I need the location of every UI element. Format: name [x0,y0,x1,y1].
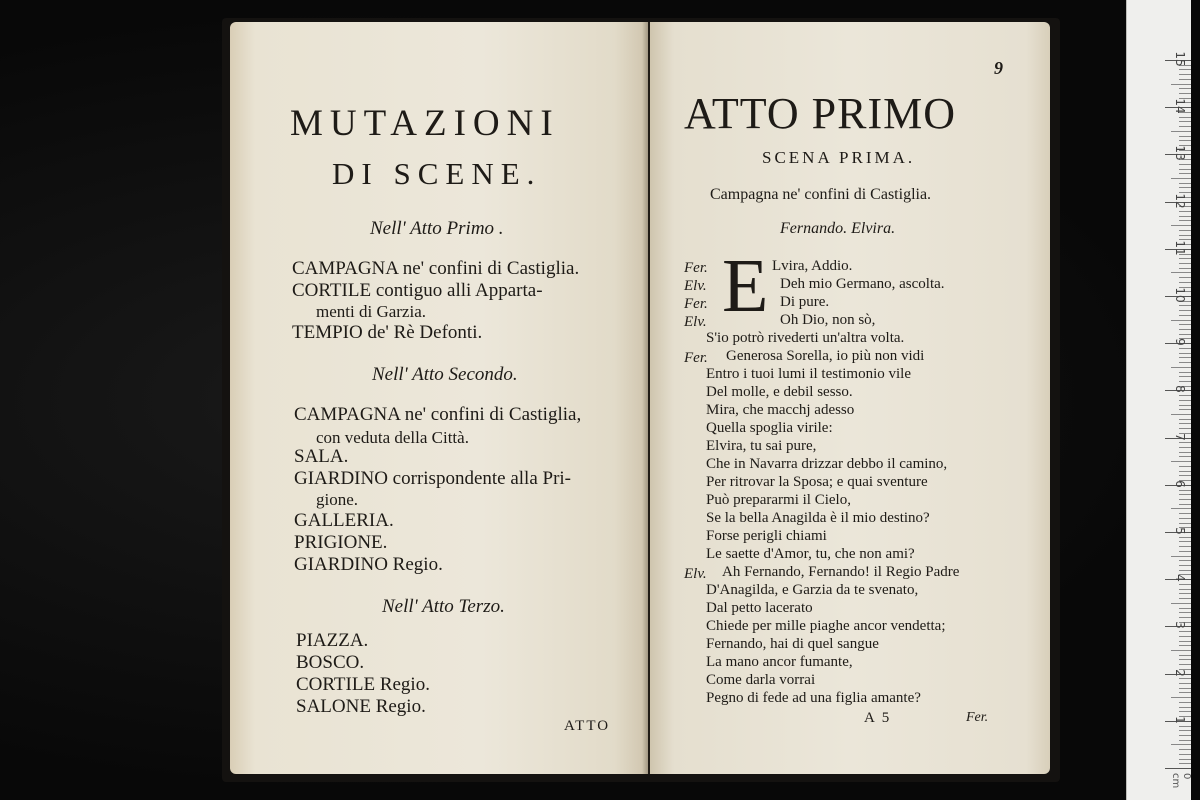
ruler-mm-tick [1179,258,1191,259]
ruler-mm-tick [1179,447,1191,448]
scene-line: con veduta della Città. [316,428,469,447]
left-page-title-line2: DI SCENE. [332,156,542,191]
act-title: ATTO PRIMO [684,89,957,138]
section-heading-act1: Nell' Atto Primo . [370,218,504,239]
ruler-mm-tick [1179,220,1191,221]
ruler-mm-tick [1179,282,1191,283]
ruler-mm-tick [1179,560,1191,561]
scene-line: PIAZZA. [296,630,369,651]
ruler-cm-label: 15 [1173,51,1187,67]
ruler-mm-tick [1179,211,1191,212]
scene-line: SALONE Regio. [296,696,426,717]
ruler-mm-tick [1179,419,1191,420]
ruler-mm-tick [1179,136,1191,137]
section-heading-act2: Nell' Atto Secondo. [372,364,518,385]
ruler-cm-label: 2 [1173,668,1187,677]
ruler-mm-tick [1179,593,1191,594]
speaker-label: Elv. [684,278,707,294]
ruler-mm-tick [1179,362,1191,363]
ruler-mm-tick [1179,541,1191,542]
scene-line: gione. [316,490,359,509]
dialogue-line: Quella spoglia virile: [706,420,833,436]
ruler-mm-tick [1179,499,1191,500]
dialogue-line: Forse perigli chiami [706,528,827,544]
ruler-unit-label: 0 cm [1170,773,1192,789]
dialogue-line: Che in Navarra drizzar debbo il camino, [706,456,948,472]
ruler-mm-tick [1171,697,1191,698]
ruler-mm-tick [1179,471,1191,472]
ruler-cm-label: 12 [1173,192,1187,209]
ruler-mm-tick [1179,235,1191,236]
ruler-mm-tick [1179,423,1191,424]
ruler-mm-tick [1179,169,1191,170]
ruler-mm-tick [1171,178,1191,179]
ruler-mm-tick [1179,641,1191,642]
ruler-mm-tick [1179,268,1191,269]
ruler-mm-tick [1179,754,1191,755]
left-catchword: ATTO [564,718,611,734]
dialogue-line: Per ritrovar la Sposa; e quai sventure [706,474,928,490]
ruler-mm-tick [1179,88,1191,89]
ruler-mm-tick [1179,735,1191,736]
ruler-mm-tick [1179,589,1191,590]
scene-line: menti di Garzia. [316,302,426,321]
ruler-mm-tick [1179,452,1191,453]
dialogue-line: Dal petto lacerato [706,600,813,616]
ruler-mm-tick [1171,272,1191,273]
dialogue-line: Entro i tuoi lumi il testimonio vile [706,366,911,382]
dialogue-line: Deh mio Germano, ascolta. [780,276,945,292]
ruler-mm-tick [1179,546,1191,547]
speaker-label: Fer. [684,260,708,276]
ruler-mm-tick [1179,565,1191,566]
ruler-mm-tick [1171,414,1191,415]
ruler-mm-tick [1171,320,1191,321]
signature-mark: A 5 [864,710,892,726]
dialogue-line: Oh Dio, non sò, [780,312,876,328]
ruler-mm-tick [1171,508,1191,509]
dialogue-line: Del molle, e debil sesso. [706,384,853,400]
ruler-mm-tick [1179,324,1191,325]
dialogue-line: Può prepararmi il Cielo, [706,492,851,508]
ruler-mm-tick [1179,357,1191,358]
ruler-mm-tick [1171,225,1191,226]
dialogue-line: Se la bella Anagilda è il mio destino? [706,510,930,526]
left-page-title-line1: MUTAZIONI [290,103,560,144]
speaker-label: Elv. [684,314,707,330]
ruler-mm-tick [1171,367,1191,368]
scene-line: CAMPAGNA ne' confini di Castiglia. [292,258,580,279]
scene-line: GALLERIA. [294,510,394,531]
ruler-mm-tick [1179,376,1191,377]
dialogue-line: Di pure. [780,294,830,310]
ruler-cm-label: 11 [1173,240,1187,256]
characters-line: Fernando. Elvira. [780,220,896,237]
scene-line: CAMPAGNA ne' confini di Castiglia, [294,404,582,425]
ruler-mm-tick [1179,329,1191,330]
ruler-mm-tick [1179,93,1191,94]
ruler-mm-tick [1179,655,1191,656]
scene-title: SCENA PRIMA. [762,148,916,167]
speaker-label: Elv. [684,566,707,582]
scene-line: TEMPIO de' Rè Defonti. [292,322,483,343]
dialogue-line: Lvira, Addio. [772,258,853,274]
dialogue-line: S'io potrò rivederti un'altra volta. [706,330,905,346]
dialogue-line: Come darla vorrai [706,672,816,688]
ruler-mm-tick [1179,702,1191,703]
ruler-cm-label: 5 [1173,527,1187,535]
section-heading-act3: Nell' Atto Terzo. [382,596,505,617]
ruler-mm-tick [1179,140,1191,141]
scene-line: BOSCO. [296,652,365,673]
dialogue-line: Elvira, tu sai pure, [706,438,817,454]
ruler-mm-tick [1179,551,1191,552]
ruler-mm-tick [1179,518,1191,519]
ruler-mm-tick [1179,456,1191,457]
ruler-mm-tick [1179,353,1191,354]
measurement-ruler [1126,0,1191,800]
ruler-mm-tick [1179,645,1191,646]
ruler-mm-tick [1179,183,1191,184]
scene-line: SALA. [294,446,349,467]
ruler-mm-tick [1179,612,1191,613]
ruler-mm-tick [1171,131,1191,132]
ruler-cm-label: 7 [1173,432,1187,441]
ruler-cm-label: 3 [1173,621,1187,630]
page-number: 9 [994,58,1003,78]
ruler-mm-tick [1179,598,1191,599]
ruler-mm-tick [1179,466,1191,467]
ruler-mm-tick [1179,117,1191,118]
speaker-label: Fer. [684,296,708,312]
ruler-mm-tick [1179,230,1191,231]
ruler-mm-tick [1179,749,1191,750]
dialogue-line: Pegno di fede ad una figlia amante? [706,690,921,706]
ruler-mm-tick [1171,556,1191,557]
ruler-cm-label: 13 [1173,145,1187,162]
ruler-mm-tick [1171,461,1191,462]
dialogue-line: D'Anagilda, e Garzia da te svenato, [706,582,919,598]
scene-line: GIARDINO corrispondente alla Pri- [294,468,572,489]
ruler-mm-tick [1171,603,1191,604]
ruler-mm-tick [1179,405,1191,406]
ruler-mm-tick [1179,683,1191,684]
ruler-mm-tick [1179,759,1191,760]
ruler-mm-tick [1179,305,1191,306]
ruler-mm-tick [1179,187,1191,188]
ruler-mm-tick [1179,740,1191,741]
ruler-mm-tick [1179,173,1191,174]
scene-line: CORTILE Regio. [296,674,430,695]
ruler-mm-tick [1179,636,1191,637]
ruler-mm-tick [1179,504,1191,505]
ruler-cm-label: 14 [1173,98,1187,114]
ruler-mm-tick [1179,707,1191,708]
speaker-label: Fer. [684,350,708,366]
scene-setting: Campagna ne' confini di Castiglia. [710,186,932,203]
scene-line: CORTILE contiguo alli Apparta- [292,280,543,301]
ruler-mm-tick [1179,513,1191,514]
ruler-mm-tick [1179,315,1191,316]
ruler-cm-label: 9 [1173,338,1187,346]
drop-cap: E [722,244,769,328]
ruler-mm-tick [1179,74,1191,75]
ruler-mm-tick [1179,409,1191,410]
ruler-cm-label: 6 [1173,479,1187,488]
ruler-mm-tick [1179,121,1191,122]
ruler-cm-label: 1 [1173,715,1187,724]
ruler-mm-tick [1179,79,1191,80]
ruler-mm-tick [1179,372,1191,373]
dialogue-line: Mira, che macchj adesso [706,402,855,418]
dialogue-line: Chiede per mille piaghe ancor vendetta; [706,618,946,634]
dialogue-line: Fernando, hai di quel sangue [706,636,879,652]
ruler-mm-tick [1179,310,1191,311]
ruler-mm-tick [1179,494,1191,495]
scene-line: GIARDINO Regio. [294,554,443,575]
ruler-mm-tick [1179,688,1191,689]
ruler-mm-tick [1179,216,1191,217]
left-page [230,22,648,774]
ruler-mm-tick [1179,277,1191,278]
right-catchword: Fer. [966,710,989,725]
ruler-mm-tick [1179,763,1191,764]
right-page [650,22,1050,774]
ruler-mm-tick [1179,659,1191,660]
ruler-mm-tick [1179,126,1191,127]
ruler-cm-tick [1165,768,1191,769]
ruler-mm-tick [1179,164,1191,165]
ruler-mm-tick [1171,650,1191,651]
scene-line: PRIGIONE. [294,532,388,553]
ruler-cm-label: 8 [1173,385,1187,394]
ruler-cm-label: 10 [1173,287,1187,303]
dialogue-line: Generosa Sorella, io più non vidi [726,348,925,364]
dialogue-line: Ah Fernando, Fernando! il Regio Padre [722,564,960,580]
ruler-mm-tick [1179,692,1191,693]
ruler-mm-tick [1179,608,1191,609]
dialogue-line: Le saette d'Amor, tu, che non ami? [706,546,915,562]
ruler-mm-tick [1179,730,1191,731]
ruler-mm-tick [1179,69,1191,70]
ruler-cm-label: 4 [1173,574,1187,582]
ruler-mm-tick [1171,84,1191,85]
ruler-mm-tick [1179,263,1191,264]
dialogue-line: La mano ancor fumante, [706,654,853,670]
ruler-mm-tick [1171,744,1191,745]
ruler-mm-tick [1179,400,1191,401]
